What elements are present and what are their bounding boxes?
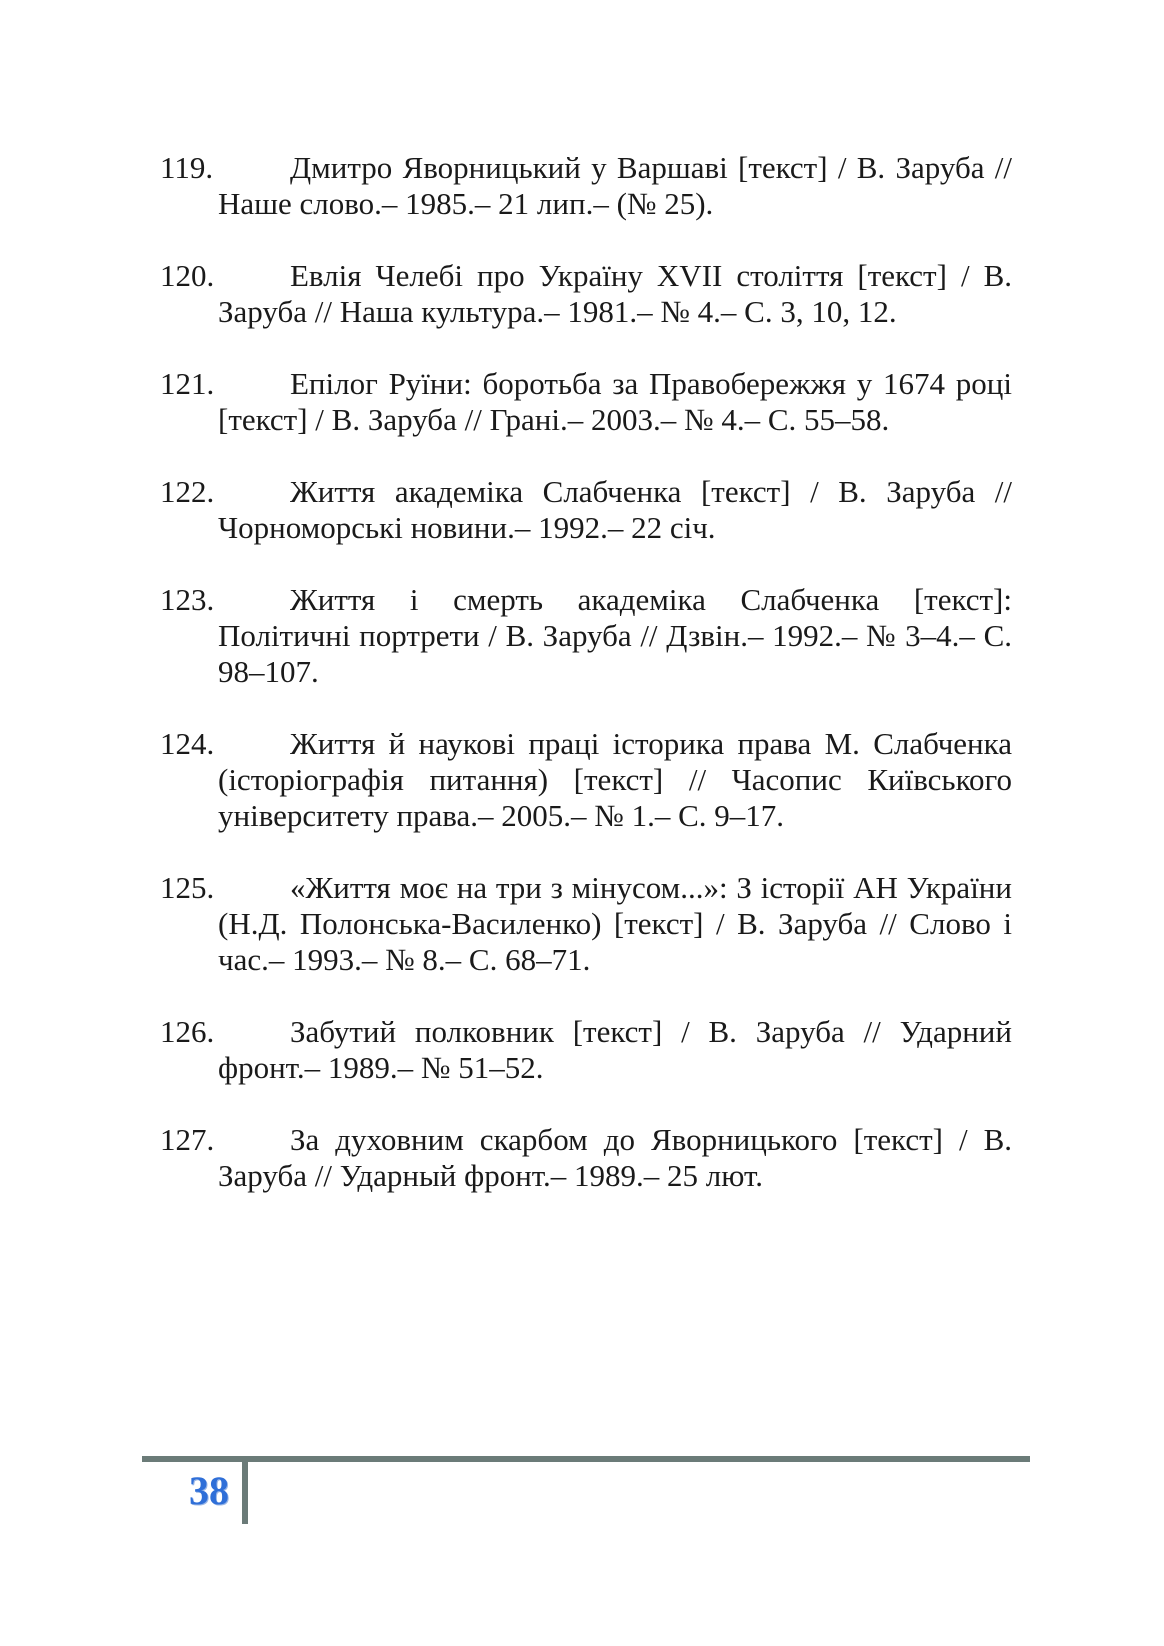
entry-number: 127. — [160, 1122, 215, 1157]
entry-number: 119. — [160, 150, 214, 185]
entry-number: 124. — [160, 726, 215, 761]
entry-number: 123. — [160, 582, 215, 617]
bibliography-list — [160, 150, 1012, 1230]
entry-number: 120. — [160, 258, 215, 293]
entry-text: За духовним скарбом до Яворницького [текст] / В. Заруба // Ударный фронт.– 1989.– 25 лют. — [218, 1122, 1012, 1193]
bibliography-entry-122 — [160, 474, 1012, 546]
entry-text: Життя й наукові праці історика права М. Слабченка (історіографія питання) [текст] // Часопис Київського університету права.– 2005.– № 1.– С. 9–17. — [218, 726, 1012, 833]
entry-text: Життя академіка Слабченка [текст] / В. Заруба // Чорноморські новини.– 1992.– 22 січ. — [218, 474, 1012, 545]
bibliography-entry-119 — [160, 150, 1012, 222]
entry-text: «Життя моє на три з мінусом...»: З історії АН України (Н.Д. Полонська-Василенко) [текст] / В. Заруба // Слово і час.– 1993.– № 8.– С. 68–71. — [218, 870, 1012, 977]
page-number: 38 — [189, 1468, 229, 1513]
footer-rule — [142, 1456, 1030, 1462]
bibliography-entry-120 — [160, 258, 1012, 330]
entry-text: Дмитро Яворницький у Варшаві [текст] / В. Заруба // Наше слово.– 1985.– 21 лип.– (№ 25). — [218, 150, 1012, 221]
bibliography-entry-125 — [160, 870, 1012, 978]
entry-number: 125. — [160, 870, 215, 905]
footer-divider — [242, 1456, 248, 1524]
entry-number: 121. — [160, 366, 215, 401]
entry-text: Забутий полковник [текст] / В. Заруба // Ударний фронт.– 1989.– № 51–52. — [218, 1014, 1012, 1085]
entry-text: Епілог Руїни: боротьба за Правобережжя у 1674 році [текст] / В. Заруба // Грані.– 2003.– № 4.– С. 55–58. — [218, 366, 1012, 437]
bibliography-entry-127 — [160, 1122, 1012, 1194]
entry-text: Евлія Челебі про Україну XVII століття [текст] / В. Заруба // Наша культура.– 1981.– № 4.– С. 3, 10, 12. — [218, 258, 1012, 329]
bibliography-entry-123 — [160, 582, 1012, 690]
bibliography-entry-126 — [160, 1014, 1012, 1086]
bibliography-entry-124 — [160, 726, 1012, 834]
entry-number: 126. — [160, 1014, 215, 1049]
bibliography-entry-121 — [160, 366, 1012, 438]
entry-number: 122. — [160, 474, 215, 509]
entry-text: Життя і смерть академіка Слабченка [текст]: Політичні портрети / В. Заруба // Дзвін.– 1992.– № 3–4.– С. 98–107. — [218, 582, 1012, 689]
